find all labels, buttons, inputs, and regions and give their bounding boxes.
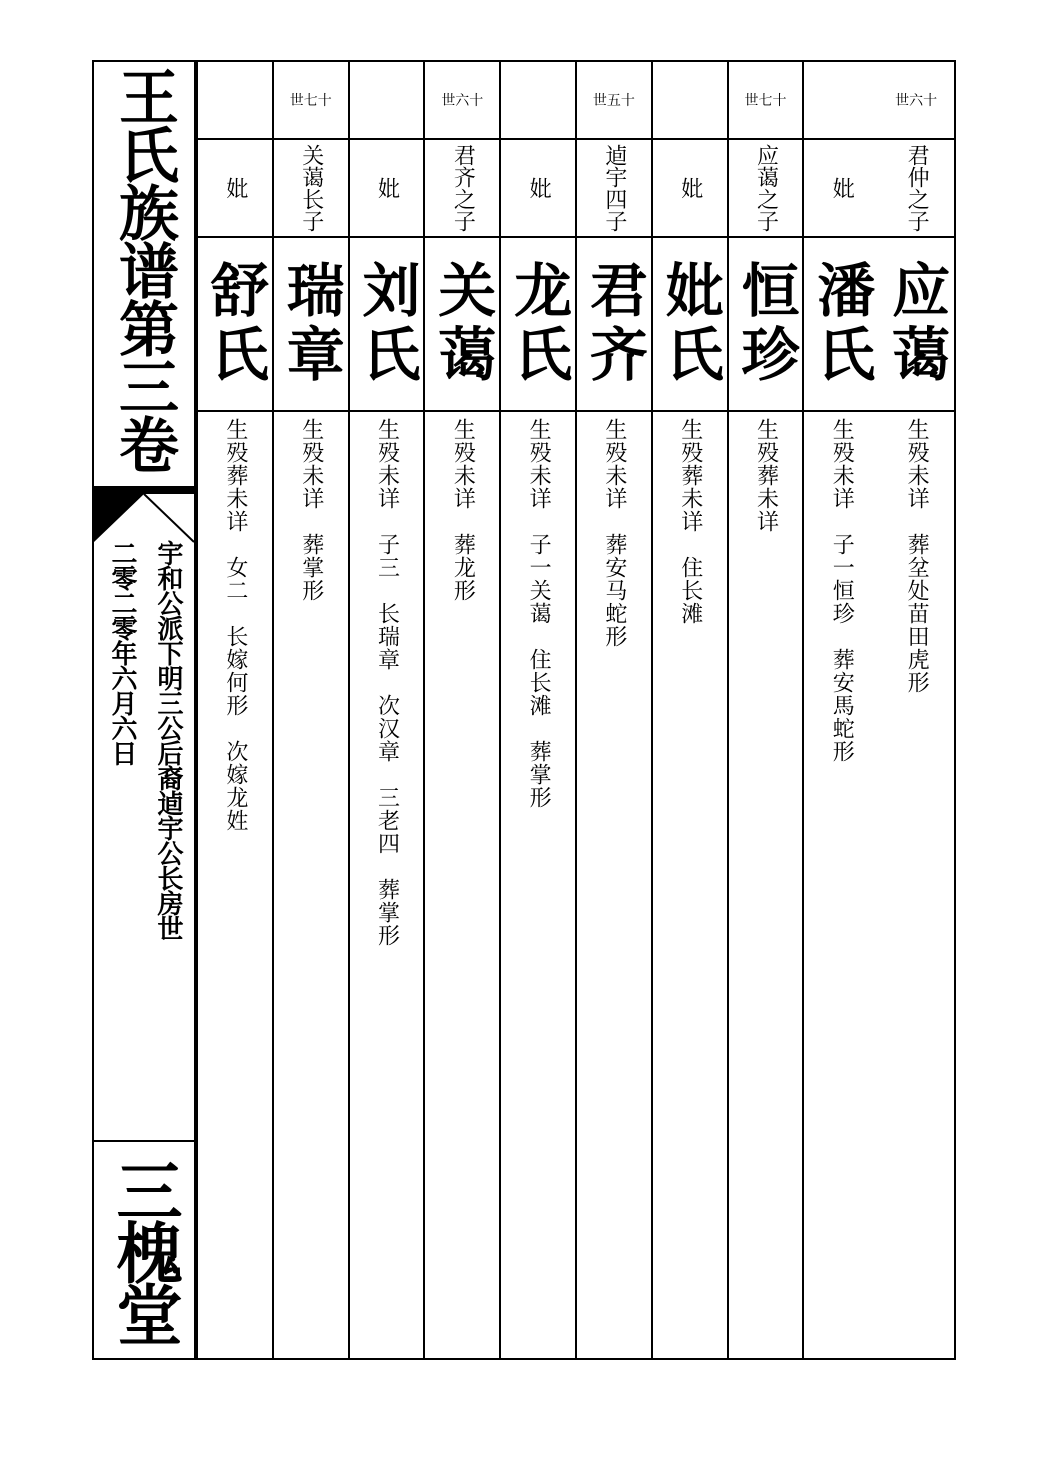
book-title: 王氏族谱第三卷 — [94, 62, 194, 488]
relation-label: 应蔼之子 — [753, 144, 779, 232]
generation-label — [350, 62, 424, 140]
relation-label: 逌宇四子 — [601, 144, 627, 232]
person-column — [651, 62, 727, 1358]
person-note: 生殁未详 葬龙形 — [450, 418, 476, 602]
hall-name-box — [94, 1140, 194, 1358]
generation-label: 世七十 — [729, 62, 803, 140]
generation-label: 世六十 — [425, 62, 499, 140]
relation-label: 君仲之子 — [904, 144, 930, 232]
person-name: 关蔼 — [428, 260, 497, 388]
person-name: 君齐 — [579, 260, 648, 388]
person-note: 生殁未详 葬坌处苗田虎形 — [904, 418, 930, 694]
generation-label: 世六十 — [878, 62, 954, 140]
person-name: 恒珍 — [731, 260, 800, 388]
person-column — [878, 62, 954, 1358]
person-column — [196, 62, 272, 1358]
generation-label — [653, 62, 727, 140]
genealogy-columns — [196, 62, 954, 1358]
person-name: 龙氏 — [504, 260, 573, 388]
person-note: 生殁未详 葬安马蛇形 — [601, 418, 627, 648]
person-column — [272, 62, 348, 1358]
relation-label: 君齐之子 — [450, 144, 476, 232]
relation-label: 妣 — [677, 177, 703, 199]
generation-label: 世七十 — [274, 62, 348, 140]
person-note: 生殁未详 子一关蔼 住长滩 葬掌形 — [526, 418, 552, 809]
relation-label: 妣 — [829, 177, 855, 199]
person-note: 生殁葬未详 — [753, 418, 779, 533]
genealogy-page-frame — [92, 60, 956, 1360]
generation-label — [198, 62, 272, 140]
person-note: 生殁未详 子一恒珍 葬安馬蛇形 — [829, 418, 855, 763]
person-name: 舒氏 — [200, 260, 269, 388]
person-note: 生殁葬未详 住长滩 — [677, 418, 703, 625]
hall-name: 三槐堂 — [105, 1157, 183, 1343]
person-column — [802, 62, 878, 1358]
person-note: 生殁未详 子三 长瑞章 次汉章 三老四 葬掌形 — [374, 418, 400, 947]
lineage-subtitle: 宇和公派下明三公后裔逌宇公长房世 — [153, 540, 183, 940]
person-name: 妣氏 — [655, 260, 724, 388]
person-name: 刘氏 — [352, 260, 421, 388]
person-column — [727, 62, 803, 1358]
spine-panel — [94, 62, 196, 1358]
generation-label — [501, 62, 575, 140]
relation-label: 关蔼长子 — [298, 144, 324, 232]
person-note: 生殁未详 葬掌形 — [298, 418, 324, 602]
person-column — [348, 62, 424, 1358]
person-name: 瑞章 — [276, 260, 345, 388]
relation-label: 妣 — [222, 177, 248, 199]
person-name: 应蔼 — [882, 260, 951, 388]
relation-label: 妣 — [374, 177, 400, 199]
fish-tail-mark-icon — [94, 488, 194, 546]
person-column — [575, 62, 651, 1358]
relation-label: 妣 — [526, 177, 552, 199]
person-name: 潘氏 — [807, 260, 876, 388]
generation-label — [804, 62, 878, 140]
generation-label: 世五十 — [577, 62, 651, 140]
compile-date: 二零二零年六月六日 — [107, 540, 137, 765]
person-column — [499, 62, 575, 1358]
person-column — [423, 62, 499, 1358]
person-note: 生殁葬未详 女二 长嫁何形 次嫁龙姓 — [222, 418, 248, 832]
